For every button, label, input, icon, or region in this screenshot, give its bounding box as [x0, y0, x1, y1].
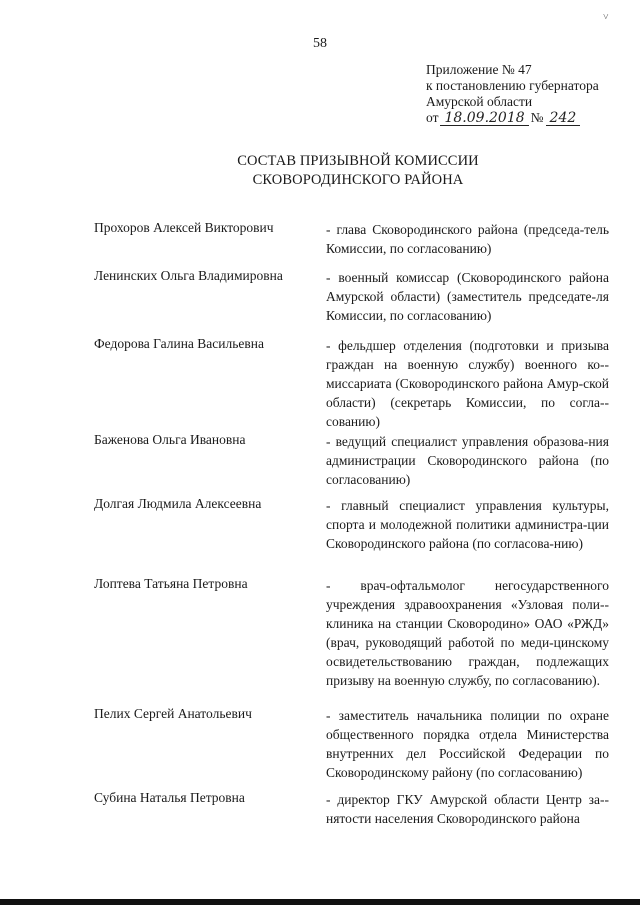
- member-name: Баженова Ольга Ивановна: [94, 432, 246, 447]
- number-prefix: №: [530, 110, 544, 125]
- document-title: [0, 152, 640, 190]
- member-name: Пелих Сергей Анатольевич: [94, 706, 252, 721]
- member-name: Долгая Людмила Алексеевна: [94, 496, 262, 511]
- handwritten-number: 242: [546, 111, 581, 126]
- appendix-line-3: Амурской области: [426, 94, 533, 109]
- member-role: - глава Сковородинского района (председа-тель Комиссии, по согласованию): [326, 222, 609, 256]
- member-name: Федорова Галина Васильевна: [94, 336, 264, 351]
- member-name: Субина Наталья Петровна: [94, 790, 245, 805]
- member-name: Ленинских Ольга Владимировна: [94, 268, 283, 283]
- member-name: Прохоров Алексей Викторович: [94, 220, 274, 235]
- member-role: - директор ГКУ Амурской области Центр за-нятости населения Сковородинского района: [326, 792, 609, 826]
- member-role: - врач-офтальмолог негосударственного учреждения здравоохранения «Узловая поли-клиника на станции Сковородино» ОАО «РЖД» (врач, руководящий работой по меди-цинскому освидетельствованию граждан, подлежащих призыву на военную службу, по согласованию).: [326, 578, 609, 688]
- appendix-line-2: к постановлению губернатора: [426, 78, 599, 93]
- handwritten-date: 18.09.2018: [440, 111, 528, 126]
- member-role: - ведущий специалист управления образова-ния администрации Сковородинского района (по согласованию): [326, 434, 609, 487]
- appendix-header: [426, 62, 599, 126]
- scan-bottom-edge: [0, 899, 640, 905]
- date-prefix: от: [426, 110, 439, 125]
- member-role: - военный комиссар (Сковородинского района Амурской области) (заместитель председате-ля Комиссии, по согласованию): [326, 270, 609, 323]
- appendix-date-line: [426, 110, 599, 126]
- member-role: - главный специалист управления культуры, спорта и молодежной политики администра-ции Сковородинского района (по согласова-нию): [326, 498, 609, 551]
- title-line-2: СКОВОРОДИНСКОГО РАЙОНА: [252, 172, 464, 188]
- corner-mark: ˅: [603, 12, 609, 23]
- title-line-1: СОСТАВ ПРИЗЫВНОЙ КОМИССИИ: [237, 153, 479, 169]
- appendix-line-1: Приложение № 47: [426, 62, 532, 77]
- page-number: 58: [313, 36, 327, 51]
- member-role: - фельдшер отделения (подготовки и призыва граждан на военную службу) военного ко-миссариата (Сковородинского района Амур-ской области) (секретарь Комиссии, по согла-сованию): [326, 338, 609, 429]
- member-role: - заместитель начальника полиции по охране общественного порядка отдела Министерства внутренних дел Российской Федерации по Сковородинскому району (по согласованию): [326, 708, 609, 780]
- member-name: Лоптева Татьяна Петровна: [94, 576, 248, 591]
